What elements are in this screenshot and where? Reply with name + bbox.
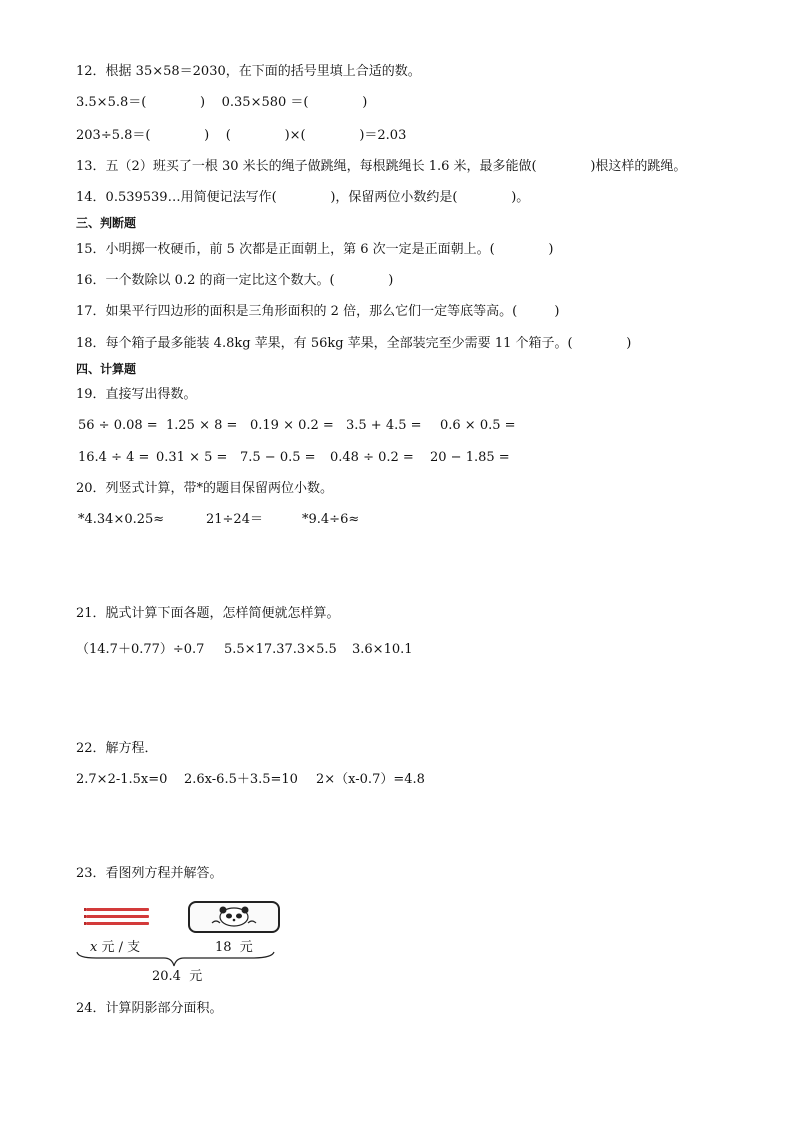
case-price-label: 18 元 (215, 940, 253, 955)
q21-title: 21．脱式计算下面各题，怎样简便就怎样算。 (76, 606, 340, 621)
q16-text: 16．一个数除以 0.2 的商一定比这个数大。( ) (76, 273, 394, 288)
q21-item: （14.7＋0.77）÷0.7 (76, 642, 205, 657)
q20-item: 21÷24＝ (206, 512, 263, 527)
q20-item: *4.34×0.25≈ (78, 512, 165, 527)
q18-text: 18．每个箱子最多能装 4.8kg 苹果，有 56kg 苹果，全部装完至少需要 11 个箱子。( ) (76, 336, 632, 351)
total-brace (76, 950, 276, 970)
price-variable: x (90, 940, 98, 955)
q19-title: 19．直接写出得数。 (76, 387, 197, 402)
q20-item: *9.4÷6≈ (302, 512, 360, 527)
q19-item: 3.5 + 4.5 = (346, 418, 422, 433)
q14-text: 14．0.539539…用简便记法写作( )，保留两位小数约是( )。 (76, 190, 530, 205)
q19-item: 20 − 1.85 = (430, 450, 510, 465)
q22-item: 2.7×2-1.5x=0 (76, 772, 168, 787)
q19-item: 0.6 × 0.5 = (440, 418, 516, 433)
pencil-icon (86, 915, 149, 918)
pencil-case-icon (188, 901, 280, 933)
q19-item: 1.25 × 8 = (166, 418, 238, 433)
q12-title: 12．根据 35×58＝2030，在下面的括号里填上合适的数。 (76, 64, 421, 79)
q22-item: 2×（x-0.7）=4.8 (316, 772, 425, 787)
q23-title: 23．看图列方程并解答。 (76, 866, 223, 881)
q15-text: 15．小明掷一枚硬币，前 5 次都是正面朝上，第 6 次一定是正面朝上。( ) (76, 242, 554, 257)
q22-title: 22．解方程． (76, 741, 158, 756)
panda-icon (190, 903, 278, 931)
q13-text: 13．五（2）班买了一根 30 米长的绳子做跳绳，每根跳绳长 1.6 米，最多能做( )根这样的跳绳。 (76, 159, 687, 174)
q19-item: 7.5 − 0.5 = (240, 450, 316, 465)
pencil-price-label: x 元 / 支 (90, 940, 141, 955)
q20-title: 20．列竖式计算，带*的题目保留两位小数。 (76, 481, 334, 496)
q12-row2: 203÷5.8＝( ) ( )×( )＝2.03 (76, 128, 407, 143)
q19-item: 0.31 × 5 = (156, 450, 228, 465)
q21-item: 5.5×17.37.3×5.5 (224, 642, 337, 657)
total-price-label: 20.4 元 (152, 969, 203, 984)
q21-item: 3.6×10.1 (352, 642, 413, 657)
q19-item: 56 ÷ 0.08 = (78, 418, 158, 433)
q19-item: 0.48 ÷ 0.2 = (330, 450, 414, 465)
q24-text: 24．计算阴影部分面积。 (76, 1001, 223, 1016)
q19-item: 16.4 ÷ 4 = (78, 450, 150, 465)
section-calculation-heading: 四、计算题 (76, 362, 137, 376)
q19-item: 0.19 × 0.2 = (250, 418, 334, 433)
section-judgement-heading: 三、判断题 (76, 216, 137, 230)
pencil-icon (86, 922, 149, 925)
q22-item: 2.6x-6.5＋3.5=10 (184, 772, 298, 787)
q12-row1: 3.5×5.8＝( ) 0.35×580 ＝( ) (76, 95, 368, 110)
pencil-icon (86, 908, 149, 911)
q17-text: 17．如果平行四边形的面积是三角形面积的 2 倍，那么它们一定等底等高。( ) (76, 304, 560, 319)
